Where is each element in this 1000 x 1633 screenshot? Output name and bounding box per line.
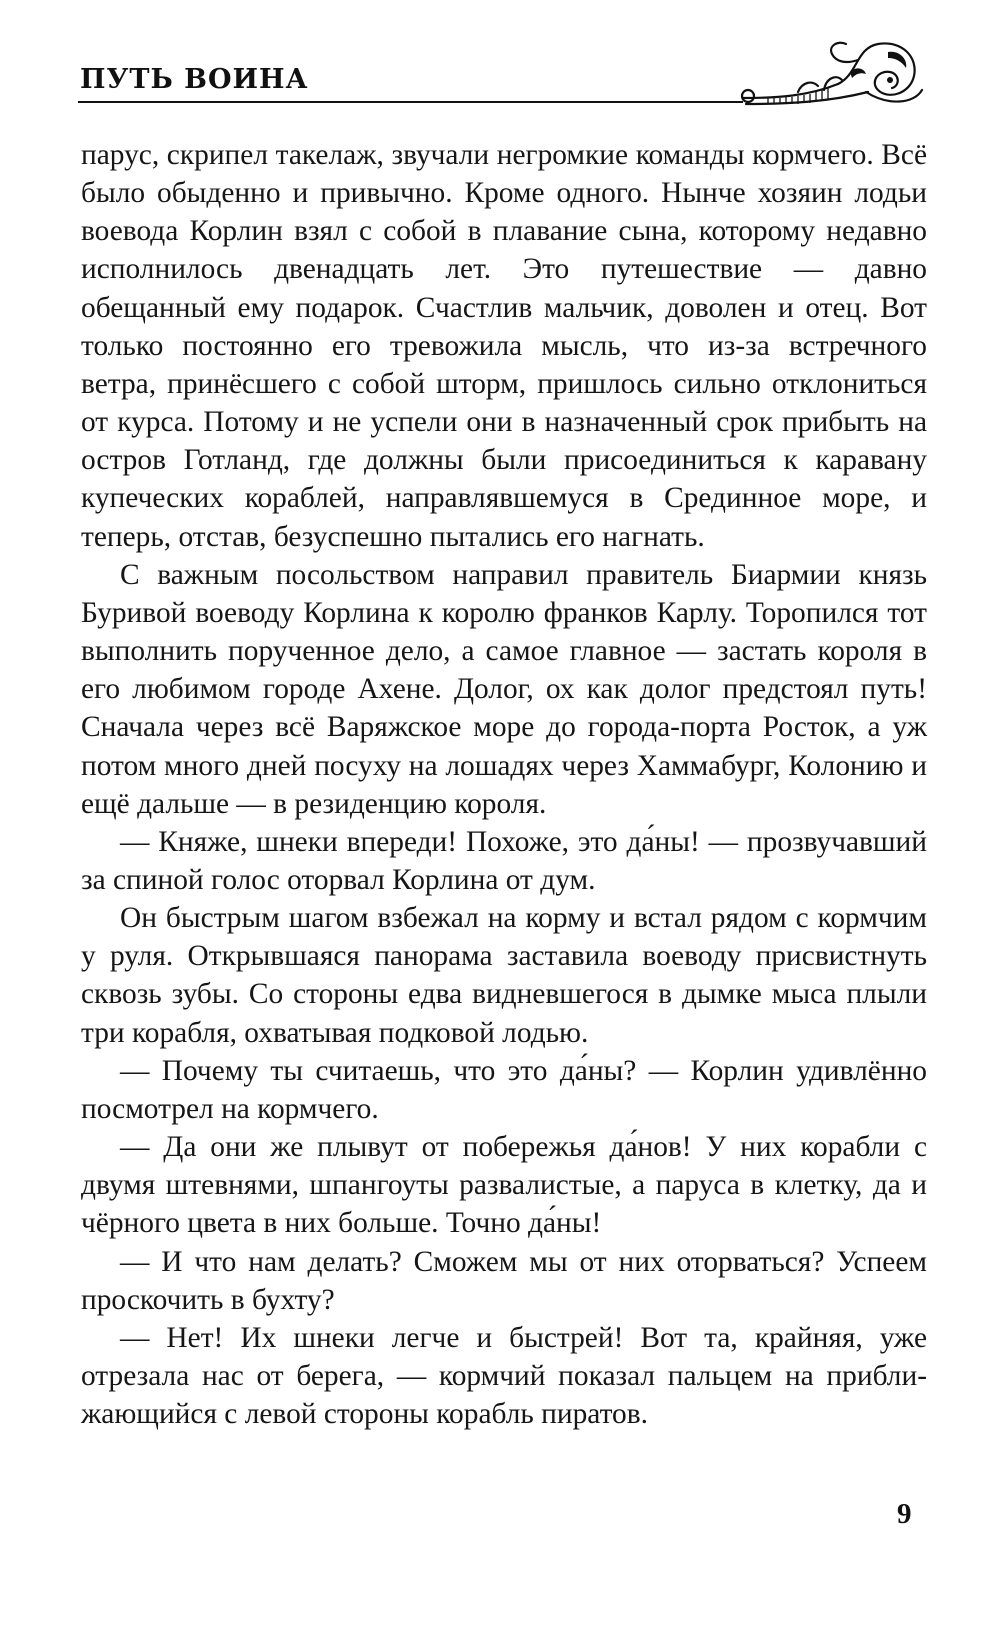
page-number: 9 <box>897 1498 912 1530</box>
body-text <box>81 136 927 1433</box>
dialogue-paragraph: — И что нам делать? Сможем мы от них оторваться? Успеем проскочить в бухту? <box>81 1245 927 1316</box>
running-title: ПУТЬ ВОИНА <box>80 64 309 95</box>
dialogue-paragraph: — Княже, шнеки впереди! Похоже, это да́ны! — прозвучавший за спиной голос оторвал Корлина от дум. <box>81 825 927 896</box>
header-rule <box>78 101 743 103</box>
dialogue-paragraph: — Почему ты считаешь, что это да́ны? — Корлин удивлённо посмотрел на кормчего. <box>81 1054 927 1125</box>
scroll-ornament-icon <box>738 34 928 116</box>
dialogue-paragraph: — Да они же плывут от побережья да́нов! У них корабли с двумя штевнями, шпангоуты развалистые, а паруса в клетку, да и чёрного цвета в них больше. Точно да́ны! <box>81 1131 927 1240</box>
paragraph: Он быстрым шагом взбежал на корму и встал рядом с кормчим у руля. Открывшаяся панорама заставила воеводу присвистнуть сквозь зубы. Со стороны едва видневшегося в дымке мыса плыли три корабля, охватывая подковой лодью. <box>81 902 927 1049</box>
dialogue-paragraph: — Нет! Их шнеки легче и быстрей! Вот та, крайняя, уже отрезала нас от берега, — кормчий показал пальцем на приближающийся с левой стороны корабль пиратов. <box>81 1321 927 1431</box>
paragraph: С важным посольством направил правитель Биармии князь Буривой воеводу Корлина к королю франков Карлу. Торопился тот выполнить порученное дело, а самое главное — застать короля в его любимом городе Ахене. Долог, ох как долог предстоял путь! Сначала через всё Варяжское море до города-порта Росток, а уж потом много дней посуху на лошадях через Хаммабург, Колонию и ещё дальше — в резиденцию короля. <box>81 558 927 820</box>
paragraph: парус, скрипел такелаж, звучали негромкие команды кормчего. Всё было обыденно и привычно. Кроме одного. Нынче хозяин лодьи воевода Корлин взял с собой в плавание сына, которому недавно исполнилось двенадцать лет. Это путешествие — давно обещанный ему подарок. Счастлив мальчик, доволен и отец. Вот только постоянно его тревожила мысль, что из-за встречного ветра, принёсшего с собой шторм, пришлось сильно отклониться от курса. Потому и не успели они в назначенный срок прибыть на остров Готланд, где должны были присоединиться к каравану купеческих кораблей, направлявшемуся в Срединное море, и теперь, отстав, безуспешно пытались его нагнать. <box>81 139 927 553</box>
